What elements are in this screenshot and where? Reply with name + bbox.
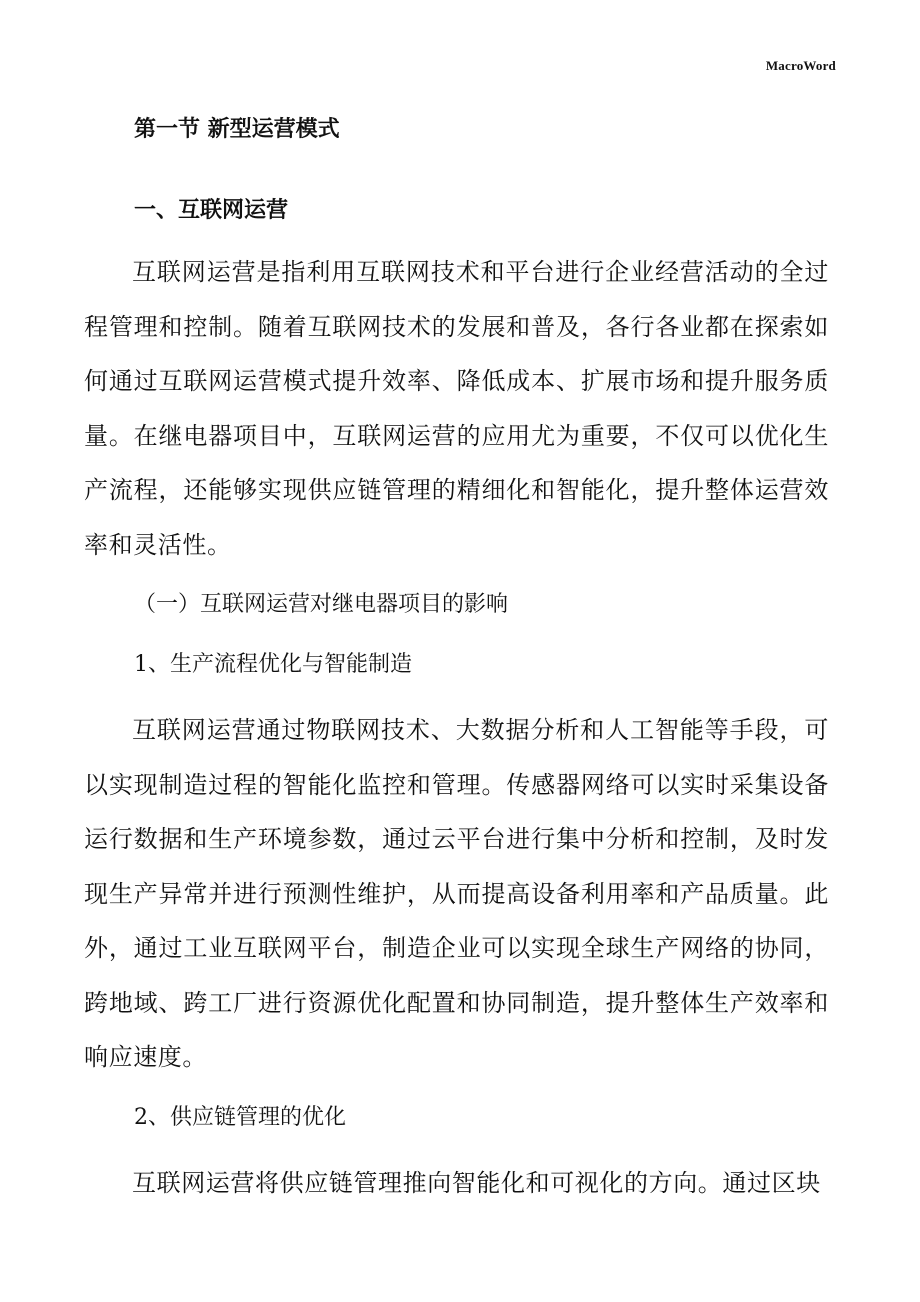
paragraph-supply-chain: 互联网运营将供应链管理推向智能化和可视化的方向。通过区块 xyxy=(132,1168,821,1197)
section-title: 第一节 新型运营模式 xyxy=(134,117,340,142)
document-header-brand: MacroWord xyxy=(765,58,836,73)
paragraph-intro: 互联网运营是指利用互联网技术和平台进行企业经营活动的全过程管理和控制。随着互联网技术的发展和普及，各行各业都在探索如何通过互联网运营模式提升效率、降低成本、扩展市场和提升服务质量。在继电器项目中，互联网运营的应用尤为重要，不仅可以优化生产流程，还能够实现供应链管理的精细化和智能化，提升整体运营效率和灵活性。 xyxy=(84,258,829,559)
heading-internet-operations: 一、互联网运营 xyxy=(134,198,289,223)
paragraph-production: 互联网运营通过物联网技术、大数据分析和人工智能等手段，可以实现制造过程的智能化监控和管理。传感器网络可以实时采集设备运行数据和生产环境参数，通过云平台进行集中分析和控制，及时发现生产异常并进行预测性维护，从而提高设备利用率和产品质量。此外，通过工业互联网平台，制造企业可以实现全球生产网络的协同，跨地域、跨工厂进行资源优化配置和协同制造，提升整体生产效率和响应速度。 xyxy=(84,716,829,1071)
list-item-production-optimization: 1、生产流程优化与智能制造 xyxy=(134,652,412,677)
subheading-impact: （一）互联网运营对继电器项目的影响 xyxy=(134,592,509,617)
list-item-supply-chain: 2、供应链管理的优化 xyxy=(134,1104,346,1130)
document-body xyxy=(84,108,829,1221)
